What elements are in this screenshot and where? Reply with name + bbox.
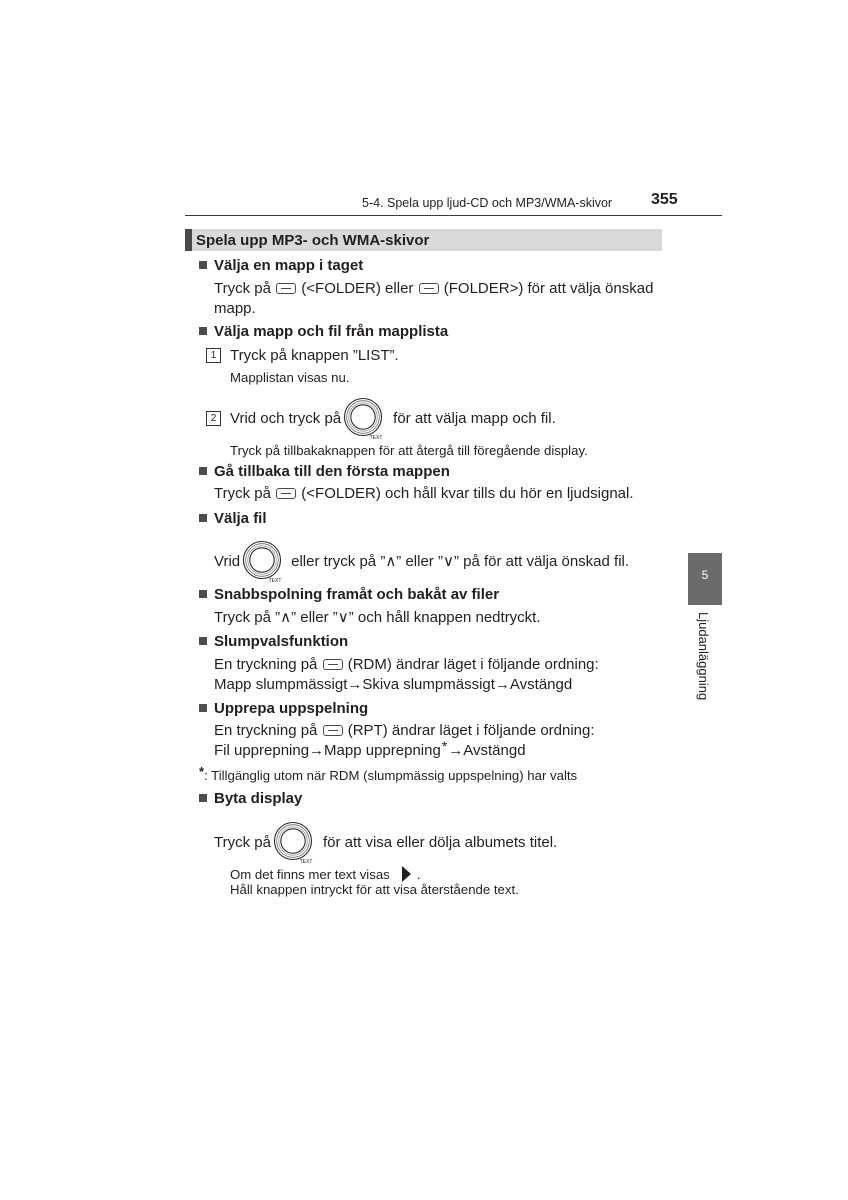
folder-up-button-icon bbox=[419, 283, 439, 294]
heading-folder-list bbox=[199, 322, 448, 340]
square-bullet-icon bbox=[199, 261, 207, 269]
tune-select-knob-icon bbox=[242, 539, 286, 583]
mode-sequence bbox=[214, 738, 526, 759]
heading-text: Välja fil bbox=[214, 509, 267, 527]
instruction-line bbox=[214, 820, 557, 864]
step-text: Vrid och tryck på bbox=[230, 409, 342, 427]
step-number-box: 1 bbox=[206, 348, 221, 363]
sequence-text: →Avstängd bbox=[448, 742, 526, 759]
display-note bbox=[230, 865, 420, 883]
footnote-text: : Tillgänglig utom när RDM (slumpmässig uppspelning) har valts bbox=[204, 767, 578, 783]
instruction-line bbox=[214, 280, 653, 298]
instruction-text: för att visa eller dölja albumets titel. bbox=[322, 833, 558, 851]
folder-down-button-icon bbox=[276, 283, 296, 294]
instruction-text: (FOLDER>) för att välja önskad bbox=[443, 280, 654, 297]
heading-select-file bbox=[199, 509, 267, 527]
square-bullet-icon bbox=[199, 467, 207, 475]
instruction-text: Tryck på ”∧” eller ”∨” och håll knappen nedtryckt. bbox=[214, 609, 541, 626]
knob-text-label: TEXT bbox=[268, 578, 282, 583]
folder-down-button-icon bbox=[276, 488, 296, 499]
heading-text: Snabbspolning framåt och bakåt av filer bbox=[214, 585, 500, 603]
instruction-text: (<FOLDER) eller bbox=[301, 280, 414, 297]
step-note: Mapplistan visas nu. bbox=[230, 370, 350, 385]
page-number: 355 bbox=[651, 191, 678, 208]
knob-text-label: TEXT bbox=[369, 435, 383, 440]
mode-sequence: Mapp slumpmässigt→Skiva slumpmässigt→Avstängd bbox=[214, 676, 573, 693]
chapter-tab bbox=[688, 553, 722, 605]
heading-first-folder bbox=[199, 462, 450, 480]
step-1 bbox=[206, 346, 399, 364]
square-bullet-icon bbox=[199, 794, 207, 802]
heading-text: Välja mapp och fil från mapplista bbox=[214, 322, 449, 340]
step-number-box: 2 bbox=[206, 411, 221, 426]
heading-text: Slumpvalsfunktion bbox=[214, 632, 349, 650]
instruction-text: mapp. bbox=[214, 300, 256, 317]
note-text: . bbox=[416, 866, 421, 882]
more-text-arrow-icon bbox=[390, 865, 417, 883]
chapter-header: 5-4. Spela upp ljud-CD och MP3/WMA-skivor bbox=[362, 196, 613, 210]
instruction-line bbox=[214, 722, 595, 740]
header-divider bbox=[185, 215, 722, 216]
heading-text: Upprepa uppspelning bbox=[214, 699, 369, 717]
heading-repeat-play bbox=[199, 699, 368, 717]
section-title-bar bbox=[185, 229, 662, 251]
chapter-tab-number: 5 bbox=[701, 568, 709, 582]
heading-fast-forward-rewind bbox=[199, 585, 499, 603]
footnote-marker: * bbox=[441, 738, 448, 754]
knob-text-label: TEXT bbox=[299, 859, 313, 864]
square-bullet-icon bbox=[199, 704, 207, 712]
tune-select-knob-icon bbox=[343, 396, 387, 440]
square-bullet-icon bbox=[199, 637, 207, 645]
instruction-text: Tryck på bbox=[214, 280, 271, 297]
section-title: Spela upp MP3- och WMA-skivor bbox=[196, 231, 430, 249]
section-accent-marker bbox=[185, 229, 192, 251]
instruction-line bbox=[214, 539, 629, 583]
heading-folder-one-at-a-time bbox=[199, 256, 363, 274]
footnote bbox=[199, 763, 578, 783]
display-note: Håll knappen intryckt för att visa återstående text. bbox=[230, 882, 519, 897]
instruction-text: Tryck på bbox=[214, 485, 271, 502]
square-bullet-icon bbox=[199, 590, 207, 598]
step-text: Tryck på knappen ”LIST”. bbox=[230, 346, 399, 364]
footnote-marker: * bbox=[199, 763, 205, 779]
instruction-line bbox=[214, 485, 634, 503]
instruction-line bbox=[214, 656, 599, 674]
note-text: Om det finns mer text visas bbox=[230, 866, 390, 882]
heading-text: Välja en mapp i taget bbox=[214, 256, 364, 274]
step-text: för att välja mapp och fil. bbox=[393, 409, 556, 427]
step-2 bbox=[206, 396, 556, 440]
heading-random-play bbox=[199, 632, 348, 650]
tune-select-knob-icon bbox=[273, 820, 317, 864]
step-note: Tryck på tillbakaknappen för att återgå till föregående display. bbox=[230, 443, 588, 458]
instruction-text: En tryckning på bbox=[214, 722, 318, 739]
instruction-text: Tryck på bbox=[214, 833, 271, 851]
rdm-button-icon bbox=[323, 659, 343, 670]
sequence-text: Fil upprepning→Mapp upprepning bbox=[214, 742, 441, 759]
heading-change-display bbox=[199, 789, 302, 807]
heading-text: Gå tillbaka till den första mappen bbox=[214, 462, 450, 480]
instruction-text: eller tryck på ”∧” eller ”∨” på för att välja önskad fil. bbox=[291, 553, 630, 570]
instruction-text: (<FOLDER) och håll kvar tills du hör en ljudsignal. bbox=[301, 485, 634, 502]
rpt-button-icon bbox=[323, 725, 343, 736]
square-bullet-icon bbox=[199, 514, 207, 522]
instruction-text: En tryckning på bbox=[214, 656, 318, 673]
heading-text: Byta display bbox=[214, 789, 303, 807]
instruction-text: (RDM) ändrar läget i följande ordning: bbox=[347, 656, 599, 673]
chapter-tab-label: Ljudanläggning bbox=[696, 612, 711, 701]
instruction-text: Vrid bbox=[214, 552, 241, 570]
instruction-text: (RPT) ändrar läget i följande ordning: bbox=[347, 722, 595, 739]
square-bullet-icon bbox=[199, 327, 207, 335]
